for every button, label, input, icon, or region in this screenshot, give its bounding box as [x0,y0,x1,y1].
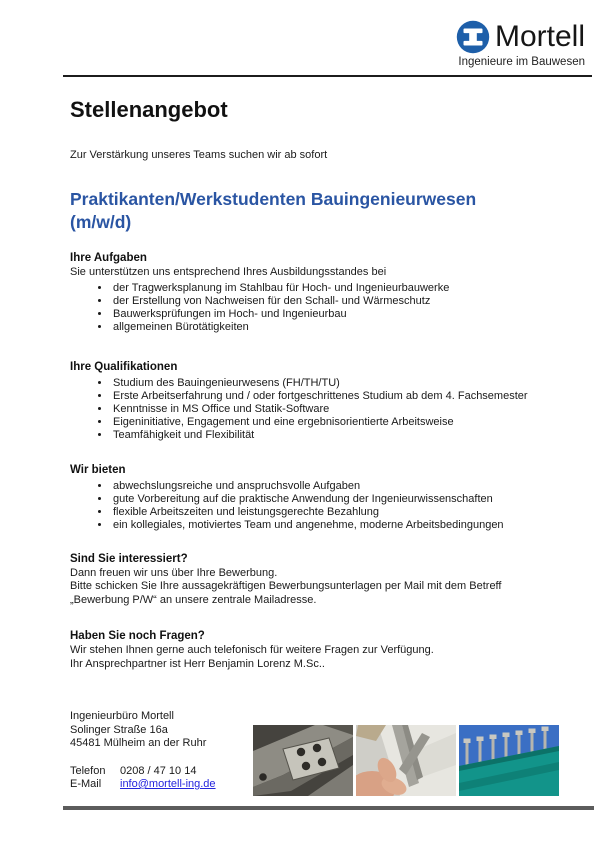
body-line: „Bewerbung P/W“ an unsere zentrale Mailadresse. [70,593,317,606]
weld-gauge-photo [356,725,456,796]
list-item: • Bauwerksprüfungen im Hoch- und Ingenieurbau [111,308,536,321]
section-heading: Sind Sie interessiert? [70,552,188,565]
steel-connection-photo [253,725,353,796]
i-beam-circle-icon [456,20,490,54]
company-city: 45481 Mülheim an der Ruhr [70,737,207,749]
section-fragen [70,629,536,671]
shear-studs-photo [459,725,559,796]
company-logo [456,20,585,69]
header-divider [63,75,592,77]
list-item: • der Tragwerksplanung im Stahlbau für Hoch- und Ingenieurbauwerke [111,282,536,295]
brand-name: Mortell [494,20,585,53]
footer-address-block [70,710,216,792]
list-item: • flexible Arbeitszeiten und leistungsgerechte Bezahlung [111,506,536,519]
phone-label: Telefon [70,764,106,777]
bullet-list [70,377,536,442]
body-line: Bitte schicken Sie Ihre aussagekräftigen Bewerbungsunterlagen per Mail mit dem Betreff [70,580,502,592]
job-posting-document [70,97,536,671]
list-item: • Studium des Bauingenieurwesens (FH/TH/TU) [111,377,536,390]
section-heading: Haben Sie noch Fragen? [70,630,205,642]
section-lead: Sie unterstützen uns entsprechend Ihres Ausbildungsstandes bei [70,266,387,278]
section-wir-bieten [70,463,536,532]
email-label: E-Mail [70,778,102,790]
brand-tagline: Ingenieure im Bauwesen [458,56,585,68]
company-street: Solinger Straße 16a [70,723,168,736]
bullet-list [70,480,536,532]
company-name: Ingenieurbüro Mortell [70,710,174,722]
section-qualifikationen [70,360,536,442]
phone-number: 0208 / 47 10 14 [120,764,197,777]
job-title [70,188,536,234]
job-title-line1: Praktikanten/Werkstudenten Bauingenieurwesen [70,189,477,209]
list-item: • Kenntnisse in MS Office und Statik-Software [111,403,536,416]
contact-block [70,765,216,792]
intro-line: Zur Verstärkung unseres Teams suchen wir ab sofort [70,149,328,161]
footer-photos [253,725,559,796]
list-item: • Teamfähigkeit und Flexibilität [111,429,536,442]
section-heading: Ihre Qualifikationen [70,360,178,373]
section-interessiert [70,552,536,608]
job-title-line2: (m/w/d) [70,212,132,232]
section-heading: Ihre Aufgaben [70,252,147,264]
list-item: • Erste Arbeitserfahrung und / oder fortgeschrittenes Studium ab dem 4. Fachsemester [111,390,536,403]
footer-divider [63,806,594,810]
list-item: • allgemeinen Bürotätigkeiten [111,321,536,334]
list-item: • gute Vorbereitung auf die praktische Anwendung der Ingenieurwissenschaften [111,493,536,506]
section-aufgaben [70,251,536,334]
body-line: Dann freuen wir uns über Ihre Bewerbung. [70,566,278,579]
list-item: • Eigeninitiative, Engagement und eine ergebnisorientierte Arbeitsweise [111,416,536,429]
page-title: Stellenangebot [70,97,228,122]
email-link[interactable]: info@mortell-ing.de [120,778,216,790]
list-item: • ein kollegiales, motiviertes Team und angenehme, moderne Arbeitsbedingungen [111,519,536,532]
list-item: • abwechslungsreiche und anspruchsvolle Aufgaben [111,480,536,493]
body-line: Wir stehen Ihnen gerne auch telefonisch für weitere Fragen zur Verfügung. [70,644,434,656]
section-heading: Wir bieten [70,463,126,476]
list-item: • der Erstellung von Nachweisen für den Schall- und Wärmeschutz [111,295,536,308]
bullet-list [70,282,536,334]
body-line: Ihr Ansprechpartner ist Herr Benjamin Lorenz M.Sc.. [70,657,325,670]
